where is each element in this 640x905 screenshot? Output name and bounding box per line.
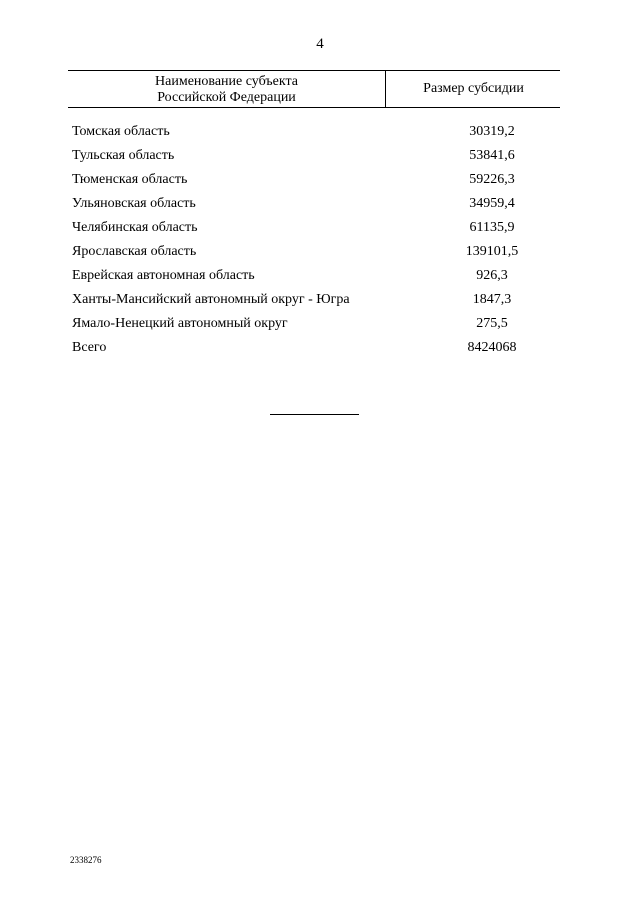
row-subject-name: Томская область	[72, 124, 170, 139]
table-row	[72, 314, 560, 338]
table-row	[72, 170, 560, 194]
header-subject-name	[68, 71, 386, 107]
row-subsidy-value: 139101,5	[465, 244, 519, 259]
closing-rule	[270, 414, 359, 415]
table-row	[72, 122, 560, 146]
table-row	[72, 194, 560, 218]
table-row	[72, 290, 560, 314]
row-subject-name: Ямало-Ненецкий автономный округ	[72, 316, 288, 331]
table-row	[72, 242, 560, 266]
header-subject-name-line2: Российской Федерации	[157, 90, 296, 105]
row-subsidy-value: 61135,9	[469, 220, 515, 235]
row-subject-name: Тульская область	[72, 148, 175, 163]
row-subject-name: Челябинская область	[72, 220, 198, 235]
row-subsidy-value: 34959,4	[469, 196, 515, 211]
table-row	[72, 266, 560, 290]
row-subsidy-value: 59226,3	[469, 172, 515, 187]
row-subsidy-value: 926,3	[476, 268, 508, 283]
row-subject-name: Ярославская область	[72, 244, 197, 259]
row-subsidy-value: 30319,2	[469, 124, 515, 139]
page-number: 4	[316, 36, 324, 52]
document-code: 2338276	[70, 855, 102, 865]
total-label: Всего	[72, 340, 107, 355]
table-row-total	[72, 338, 560, 362]
row-subject-name: Ханты-Мансийский автономный округ - Югра	[72, 292, 350, 307]
table-header	[68, 70, 560, 108]
table-body	[72, 122, 560, 362]
header-subject-name-line1: Наименование субъекта	[155, 74, 298, 89]
row-subject-name: Еврейская автономная область	[72, 268, 255, 283]
header-subsidy-amount: Размер субсидии	[423, 81, 524, 96]
row-subsidy-value: 1847,3	[472, 292, 512, 307]
row-subject-name: Тюменская область	[72, 172, 188, 187]
total-value: 8424068	[467, 340, 517, 355]
table-row	[72, 218, 560, 242]
row-subject-name: Ульяновская область	[72, 196, 196, 211]
row-subsidy-value: 275,5	[476, 316, 508, 331]
table-row	[72, 146, 560, 170]
row-subsidy-value: 53841,6	[469, 148, 515, 163]
